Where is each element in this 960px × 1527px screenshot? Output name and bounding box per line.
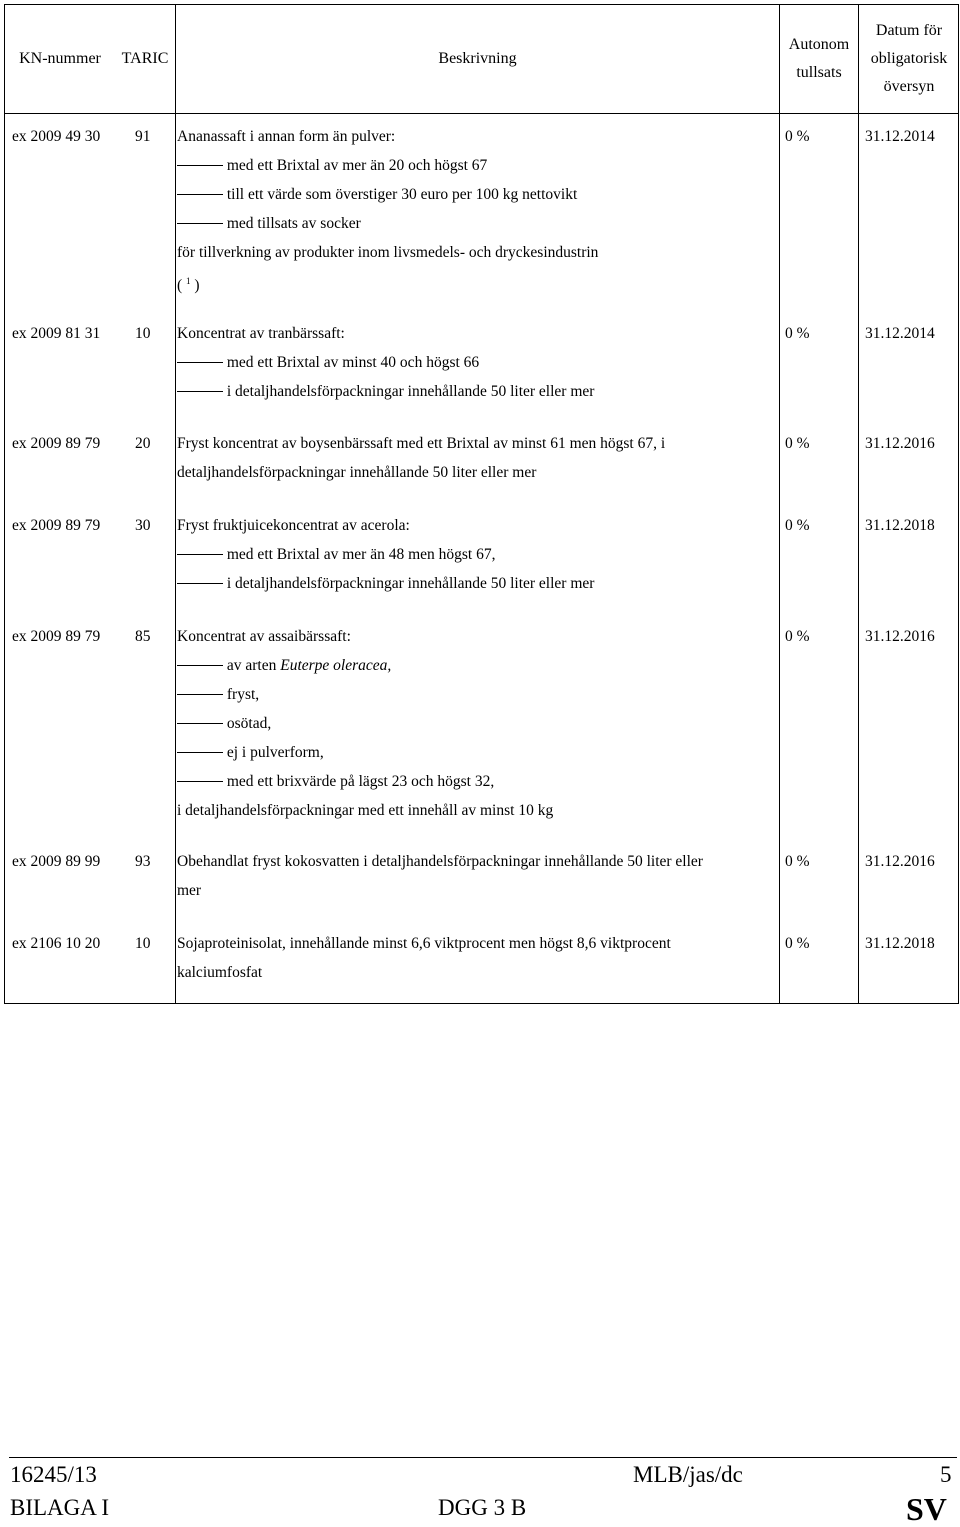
dash-marker <box>177 194 223 195</box>
description <box>177 622 767 825</box>
tariff-rate: 0 % <box>785 517 810 534</box>
tariff-rate: 0 % <box>785 935 810 952</box>
dash-marker <box>177 554 223 555</box>
kn-code: ex 2009 89 79 <box>12 628 101 645</box>
review-date: 31.12.2014 <box>865 325 935 342</box>
tariff-rate: 0 % <box>785 628 810 645</box>
dash-marker <box>177 583 223 584</box>
kn-code: ex 2009 89 99 <box>12 853 101 870</box>
description <box>177 511 767 598</box>
taric-code: 10 <box>135 935 151 952</box>
kn-code: ex 2009 89 79 <box>12 435 101 452</box>
description-line: med ett Brixtal av mer än 48 men högst 67, <box>226 546 496 563</box>
review-date: 31.12.2018 <box>865 517 935 534</box>
kn-code: ex 2009 81 31 <box>12 325 101 342</box>
taric-code: 20 <box>135 435 151 452</box>
kn-code: ex 2009 89 79 <box>12 517 101 534</box>
tariff-rate: 0 % <box>785 325 810 342</box>
taric-code: 10 <box>135 325 151 342</box>
dash-marker <box>177 362 223 363</box>
tariff-rate: 0 % <box>785 128 810 145</box>
header-kn: KN-nummer <box>19 50 101 67</box>
description-line: Koncentrat av tranbärssaft: <box>177 325 345 342</box>
review-date: 31.12.2016 <box>865 853 935 870</box>
description-line: i detaljhandelsförpackningar med ett innehåll av minst 10 kg <box>177 802 554 819</box>
description-line: mer <box>177 882 202 899</box>
header-description: Beskrivning <box>438 50 517 67</box>
dash-marker <box>177 723 223 724</box>
dash-marker <box>177 665 223 666</box>
description-line: Fryst fruktjuicekoncentrat av acerola: <box>177 517 410 534</box>
description-line: av arten <box>226 657 281 674</box>
dash-marker <box>177 165 223 166</box>
description-line: kalciumfosfat <box>177 964 263 981</box>
review-date: 31.12.2018 <box>865 935 935 952</box>
description-line: med tillsats av socker <box>226 215 361 232</box>
doc-number: 16245/13 <box>10 1462 97 1487</box>
description-line: med ett Brixtal av mer än 20 och högst 67 <box>226 157 488 174</box>
description <box>177 429 767 487</box>
column-divider <box>175 5 176 1003</box>
tariff-rate: 0 % <box>785 435 810 452</box>
kn-code: ex 2106 10 20 <box>12 935 101 952</box>
header-divider <box>5 113 958 114</box>
taric-code: 85 <box>135 628 151 645</box>
description-line: med ett Brixtal av minst 40 och högst 66 <box>226 354 480 371</box>
description-line: Sojaproteinisolat, innehållande minst 6,6 viktprocent men högst 8,6 viktprocent <box>177 935 671 952</box>
description-line: för tillverkning av produkter inom livsmedels- och dryckesindustrin <box>177 244 599 261</box>
description-line: med ett brixvärde på lägst 23 och högst 32, <box>226 773 495 790</box>
header-taric: TARIC <box>121 50 169 67</box>
species-name: Euterpe oleracea, <box>280 657 392 674</box>
taric-code: 93 <box>135 853 151 870</box>
header-review-date: Datum för obligatorisk översyn <box>870 22 948 95</box>
dash-marker <box>177 391 223 392</box>
column-divider <box>779 5 780 1003</box>
dash-marker <box>177 694 223 695</box>
description-line: i detaljhandelsförpackningar innehållande 50 liter eller mer <box>226 575 595 592</box>
column-divider <box>858 5 859 1003</box>
dg-label: DGG 3 B <box>438 1495 527 1520</box>
footer-rule <box>9 1457 957 1458</box>
dash-marker <box>177 781 223 782</box>
language-code: SV <box>906 1491 947 1527</box>
review-date: 31.12.2014 <box>865 128 935 145</box>
description-line: Koncentrat av assaibärssaft: <box>177 628 351 645</box>
initials: MLB/jas/dc <box>633 1462 743 1487</box>
review-date: 31.12.2016 <box>865 435 935 452</box>
description-line: i detaljhandelsförpackningar innehållande 50 liter eller mer <box>226 383 595 400</box>
review-date: 31.12.2016 <box>865 628 935 645</box>
description-line: fryst, <box>226 686 260 703</box>
description <box>177 319 767 406</box>
description-line: Ananassaft i annan form än pulver: <box>177 128 396 145</box>
description <box>177 122 767 300</box>
annex-label: BILAGA I <box>10 1495 110 1520</box>
header-rate: Autonom tullsats <box>788 36 850 81</box>
description-line: ej i pulverform, <box>226 744 324 761</box>
taric-code: 91 <box>135 128 151 145</box>
description <box>177 847 767 905</box>
dash-marker <box>177 223 223 224</box>
taric-code: 30 <box>135 517 151 534</box>
description-line: till ett värde som överstiger 30 euro per 100 kg nettovikt <box>226 186 578 203</box>
description-line: Obehandlat fryst kokosvatten i detaljhandelsförpackningar innehållande 50 liter eller <box>177 853 703 870</box>
description <box>177 929 767 987</box>
dash-marker <box>177 752 223 753</box>
page-number: 5 <box>940 1462 952 1487</box>
footnote-ref: ( $^1$ ) <box>177 276 200 295</box>
description-line: detaljhandelsförpackningar innehållande 50 liter eller mer <box>177 464 537 481</box>
description-line: Fryst koncentrat av boysenbärssaft med ett Brixtal av minst 61 men högst 67, i <box>177 435 666 452</box>
description-line: osötad, <box>226 715 272 732</box>
tariff-rate: 0 % <box>785 853 810 870</box>
kn-code: ex 2009 49 30 <box>12 128 101 145</box>
